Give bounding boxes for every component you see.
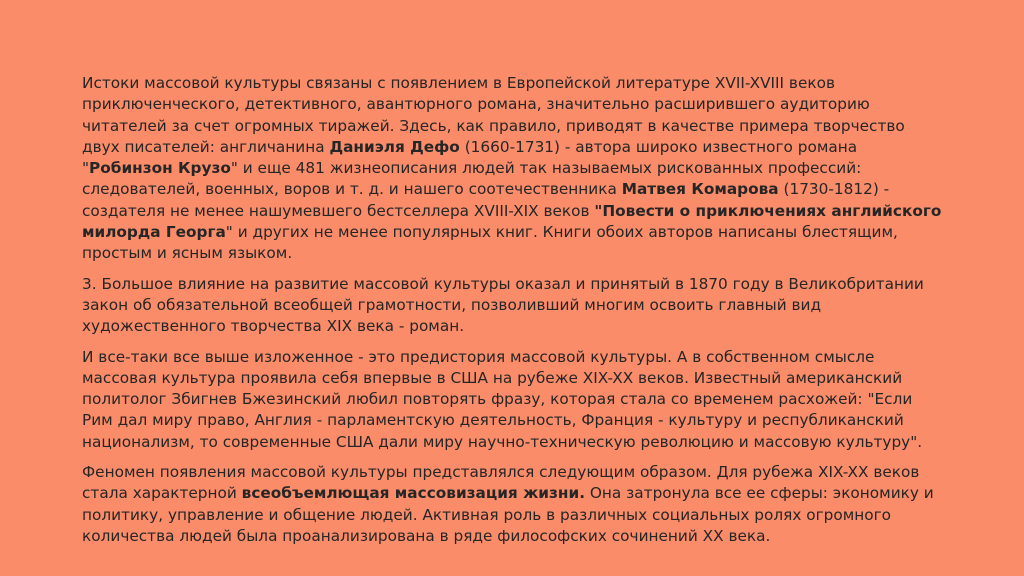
paragraph-3 xyxy=(82,347,944,453)
text-run: Феномен появления массовой культуры представлялся следующим образом. Для рубежа XIX-XX веков стала характерной xyxy=(82,463,920,503)
text-run: (1660-1731) - автора широко известного романа " xyxy=(82,137,858,178)
text-run: И все-таки все выше изложенное - это предистория массовой культуры. А в собственном смысле массовая культура проявила себя впервые в США на рубеже XIX-XX веков. Известный американский политолог Збигнев Бжезинский любил повторять фразу, которая стала со временем расхожей: "Если Рим дал миру право, Англия - парламентскую деятельность, Франция - культуру и республиканский национализм, то современные США дали миру научно-техническую революцию и массовую культуру". xyxy=(82,347,923,451)
paragraph-1 xyxy=(82,73,944,265)
text-run: (1730-1812) - создателя не менее нашумевшего бестселлера XVIII-XIX веков xyxy=(82,180,890,220)
text-run: " и других не менее популярных книг. Книги обоих авторов написаны блестящим, простым и ясным языком. xyxy=(82,223,898,263)
text-run: " и еще 481 жизнеописания людей так называемых рискованных профессий: следователей, военных, воров и т. д. и нашего соотечественника xyxy=(82,159,862,199)
paragraph-4 xyxy=(82,462,944,547)
text-run: 3. Большое влияние на развитие массовой культуры оказал и принятый в 1870 году в Великобритании закон об обязательной всеобщей грамотности, позволивший многим освоить главный вид художественного творчества XIX века - роман. xyxy=(82,274,924,336)
paragraph-2 xyxy=(82,274,944,338)
text-run: Она затронула все ее сферы: экономику и политику, управление и общение людей. Активная роль в различных социальных ролях огромного количества людей была проанализирована в ряде философских сочинений XX века. xyxy=(82,484,934,545)
text-run-bold: всеобъемлющая массовизация жизни. xyxy=(241,484,586,503)
slide-body xyxy=(82,73,944,556)
text-run-bold: Робинзон Крузо xyxy=(89,159,231,178)
text-run-bold: Даниэля Дефо xyxy=(329,137,460,156)
text-run-bold: "Повести о приключениях английского милорда Георга xyxy=(82,201,942,242)
text-run-bold: Матвея Комарова xyxy=(621,180,779,199)
text-run: Истоки массовой культуры связаны с появлением в Европейской литературе XVII-XVIII веков приключенческого, детективного, авантюрного романа, значительно расширившего аудиторию читателей за счет огромных тиражей. Здесь, как правило, приводят в качестве примера творчество двух писателей: англичанина xyxy=(82,74,905,156)
